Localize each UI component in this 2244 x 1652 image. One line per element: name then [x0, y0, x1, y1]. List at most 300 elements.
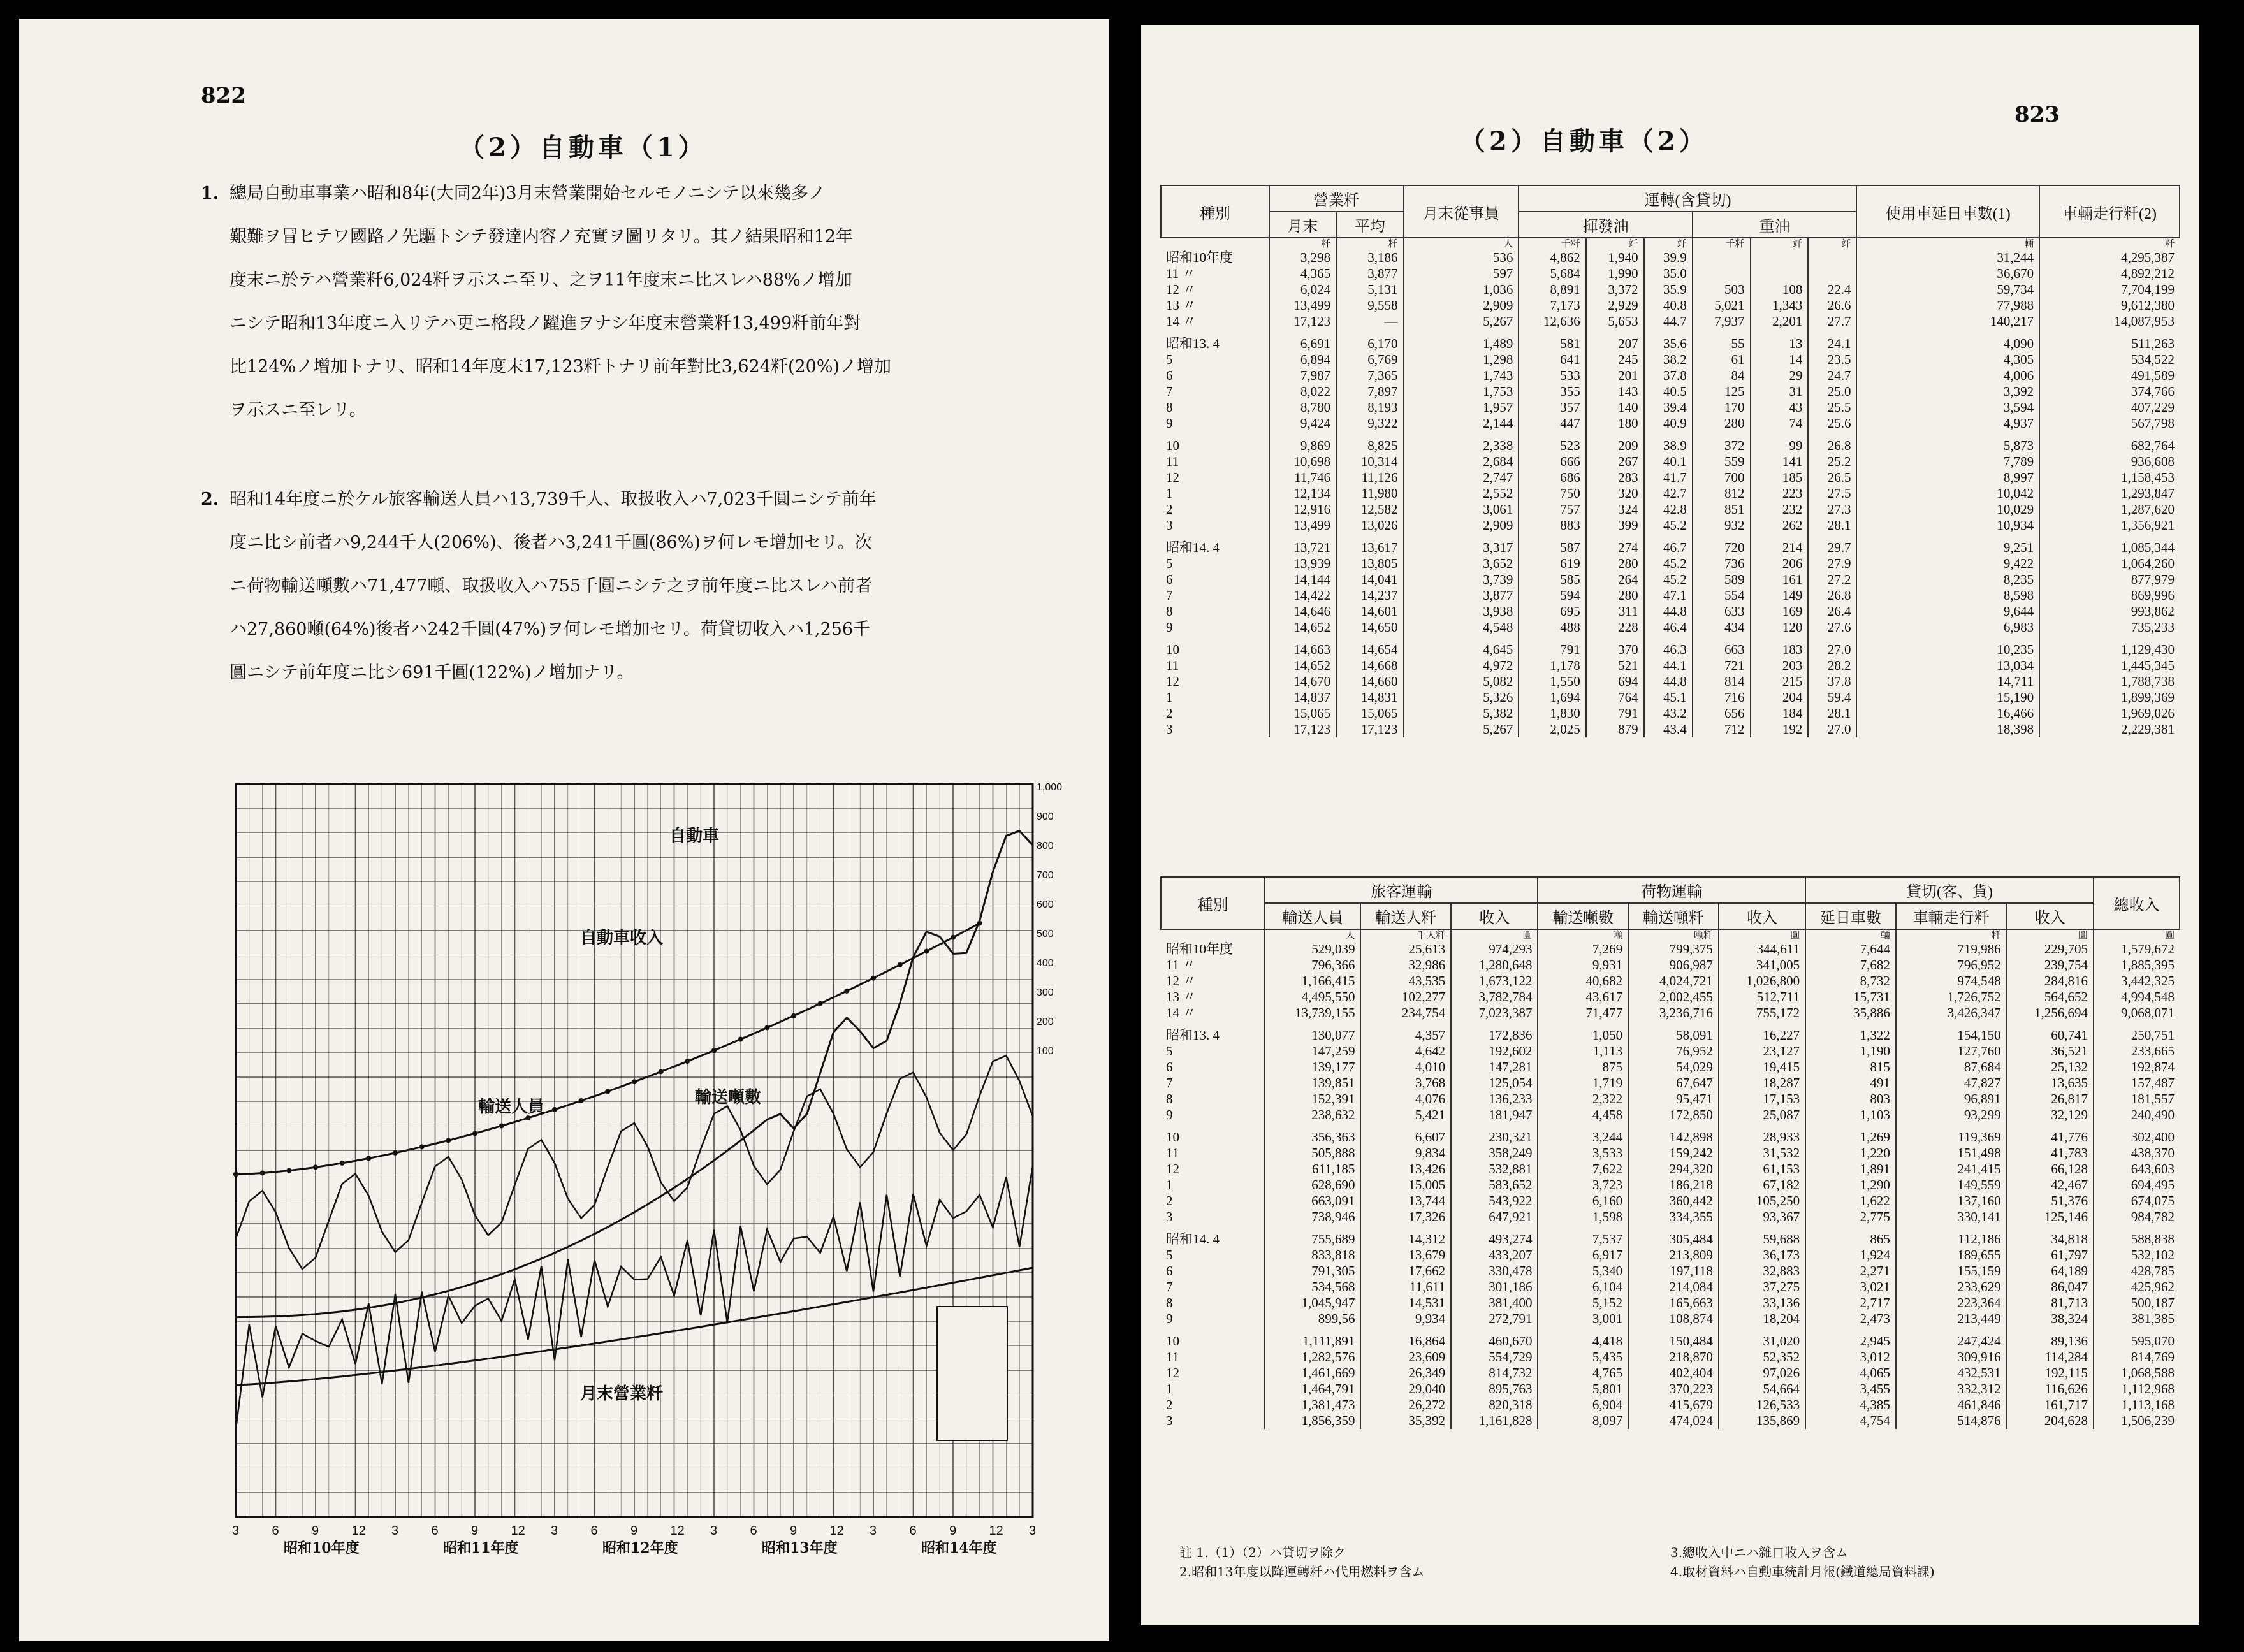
- spacer-cell: [1896, 1327, 2007, 1333]
- table-cell: 755,172: [1719, 1005, 1805, 1021]
- spacer-cell: [1628, 1123, 1719, 1129]
- table-cell: 32,883: [1719, 1263, 1805, 1279]
- table-cell: 26,272: [1360, 1397, 1451, 1413]
- table-cell: 738,946: [1265, 1209, 1360, 1225]
- table-cell: 55: [1693, 336, 1751, 352]
- table-cell: 4,548: [1404, 620, 1519, 635]
- row-label: 11 〃: [1166, 266, 1196, 281]
- table-cell: 142,898: [1628, 1129, 1719, 1145]
- table-cell: 25.5: [1808, 400, 1856, 416]
- table-cell: 29.7: [1808, 540, 1856, 556]
- table-cell: 581: [1519, 336, 1585, 352]
- table-cell: 301,186: [1451, 1279, 1538, 1295]
- table-row: [1161, 620, 2180, 635]
- table-cell: 25.6: [1808, 416, 1856, 431]
- table-cell: 40.5: [1644, 384, 1693, 400]
- table-cell: 1,036: [1404, 282, 1519, 298]
- table-cell: 116,626: [2007, 1381, 2094, 1397]
- table-row: [1161, 266, 2180, 282]
- x-tick-label: 12: [670, 1524, 685, 1538]
- spacer-cell: [1751, 533, 1809, 540]
- table-cell: 45.1: [1644, 690, 1693, 706]
- table-cell: 1,969,026: [2039, 706, 2180, 721]
- table-cell: 233,629: [1896, 1279, 2007, 1295]
- series-label: 輸送人員: [478, 1098, 545, 1117]
- table-cell: 523: [1519, 438, 1585, 454]
- table-cell: 4,385: [1805, 1397, 1896, 1413]
- table-cell: 41.7: [1644, 470, 1693, 486]
- text-line: ニ荷物輸送噸數ハ71,477噸、取扱收入ハ755千圓ニシテ之ヲ前年度ニ比スレハ前者: [229, 576, 873, 596]
- spacer-cell: [1628, 1225, 1719, 1231]
- table-row: [1161, 1231, 2180, 1247]
- table-cell: 474,024: [1628, 1413, 1719, 1429]
- table-cell: 38.9: [1644, 438, 1693, 454]
- spacer-cell: [1644, 635, 1693, 642]
- table-cell: 8,997: [1856, 470, 2039, 486]
- spacer-cell: [2094, 1021, 2180, 1027]
- table-cell: 1,113: [1538, 1043, 1628, 1059]
- table-cell: 381,400: [1451, 1295, 1538, 1311]
- table-row: [1161, 1279, 2180, 1295]
- income-marker: [446, 1138, 451, 1143]
- table-cell: 974,293: [1451, 941, 1538, 957]
- table-cell: 619: [1519, 556, 1585, 572]
- table-cell: 262: [1751, 518, 1809, 533]
- table-cell: 10,029: [1856, 502, 2039, 518]
- unit-cell: [1161, 238, 1269, 250]
- table-cell: 140,217: [1856, 314, 2039, 330]
- spacer-cell: [1586, 533, 1644, 540]
- table-cell: 812: [1693, 486, 1751, 502]
- unit-cell: 竏: [1586, 238, 1644, 250]
- table-cell: 3,236,716: [1628, 1005, 1719, 1021]
- row-label: 8: [1166, 400, 1173, 415]
- table-cell: 16,227: [1719, 1027, 1805, 1043]
- x-tick-label: 6: [431, 1524, 439, 1538]
- table-cell: 15,731: [1805, 989, 1896, 1005]
- table-cell: 11,746: [1269, 470, 1336, 486]
- spacer-cell: [1628, 1021, 1719, 1027]
- text-line: 圓ニシテ前年度ニ比シ691千圓(122%)ノ增加ナリ。: [229, 663, 634, 683]
- table-cell: 936,608: [2039, 454, 2180, 470]
- col-avg: 平均: [1336, 212, 1403, 238]
- row-label: 6: [1166, 1059, 1173, 1075]
- axis-tick-label: 100: [1037, 1046, 1054, 1057]
- spacer-cell: [2039, 431, 2180, 438]
- row-label: 1: [1166, 1177, 1173, 1192]
- table-cell: 8,732: [1805, 973, 1896, 989]
- table-cell: 1,924: [1805, 1247, 1896, 1263]
- col-month-end: 月末: [1269, 212, 1336, 238]
- table-cell: 36,173: [1719, 1247, 1805, 1263]
- table-cell: 3,001: [1538, 1311, 1628, 1327]
- table-row: [1161, 438, 2180, 454]
- table-cell: 311: [1586, 604, 1644, 620]
- table-cell: 10,235: [1856, 642, 2039, 658]
- table-cell: 36,670: [1856, 266, 2039, 282]
- table-cell: 23.5: [1808, 352, 1856, 368]
- spacer-cell: [1161, 1021, 1265, 1027]
- table-cell: 4,937: [1856, 416, 2039, 431]
- table-row: [1161, 572, 2180, 588]
- spacer-cell: [1808, 533, 1856, 540]
- table-cell: 149: [1751, 588, 1809, 604]
- table-cell: 3,012: [1805, 1349, 1896, 1365]
- table-cell: 214,084: [1628, 1279, 1719, 1295]
- row-label: 8: [1166, 1091, 1173, 1106]
- table-cell: 35.6: [1644, 336, 1693, 352]
- row-label: 9: [1166, 416, 1173, 431]
- table-cell: 29,040: [1360, 1381, 1451, 1397]
- table-cell: 647,921: [1451, 1209, 1538, 1225]
- spacer-cell: [1404, 635, 1519, 642]
- spacer-cell: [2039, 635, 2180, 642]
- unit-cell: 千人粁: [1360, 929, 1451, 941]
- table-cell: 674,075: [2094, 1193, 2180, 1209]
- spacer-cell: [1805, 1225, 1896, 1231]
- table-cell: 341,005: [1719, 957, 1805, 973]
- spacer-row: [1161, 1225, 2180, 1231]
- table-cell: 180: [1586, 416, 1644, 431]
- spacer-cell: [1628, 1327, 1719, 1333]
- table-cell: 44.8: [1644, 604, 1693, 620]
- spacer-cell: [1808, 330, 1856, 336]
- income-marker: [579, 1098, 584, 1103]
- table-cell: 13,426: [1360, 1161, 1451, 1177]
- table-cell: 716: [1693, 690, 1751, 706]
- table-cell: 720: [1693, 540, 1751, 556]
- col-eigyo: 營業粁: [1269, 185, 1404, 212]
- axis-tick-label: 700: [1037, 870, 1054, 881]
- table-cell: 4,076: [1360, 1091, 1451, 1107]
- row-label: 10: [1166, 438, 1179, 453]
- x-tick-label: 9: [471, 1524, 479, 1538]
- row-label: 11: [1166, 454, 1179, 469]
- table-cell: 31,244: [1856, 250, 2039, 266]
- table-cell: 1,356,921: [2039, 518, 2180, 533]
- table-cell: 1,856,359: [1265, 1413, 1360, 1429]
- table-cell: 1,343: [1751, 298, 1809, 314]
- table-cell: 230,321: [1451, 1129, 1538, 1145]
- table-cell: 25,087: [1719, 1107, 1805, 1123]
- table-cell: 302,400: [2094, 1129, 2180, 1145]
- table-cell: 554: [1693, 588, 1751, 604]
- table-cell: 1,068,588: [2094, 1365, 2180, 1381]
- table-cell: 8,598: [1856, 588, 2039, 604]
- table-cell: 407,229: [2039, 400, 2180, 416]
- table-cell: 31,532: [1719, 1145, 1805, 1161]
- unit-cell: 圓: [1451, 929, 1538, 941]
- table-cell: 46.4: [1644, 620, 1693, 635]
- spacer-cell: [1644, 533, 1693, 540]
- spacer-cell: [1805, 1123, 1896, 1129]
- table-cell: 8,235: [1856, 572, 2039, 588]
- table-cell: 491: [1805, 1075, 1896, 1091]
- table-cell: 428,785: [2094, 1263, 2180, 1279]
- table-cell: 52,352: [1719, 1349, 1805, 1365]
- table-cell: 6,904: [1538, 1397, 1628, 1413]
- table-cell: 150,484: [1628, 1333, 1719, 1349]
- table-cell: 120: [1751, 620, 1809, 635]
- spacer-cell: [1693, 431, 1751, 438]
- table-cell: 234,754: [1360, 1005, 1451, 1021]
- table-cell: 119,369: [1896, 1129, 2007, 1145]
- table-cell: 17,123: [1269, 314, 1336, 330]
- table-cell: 1,957: [1404, 400, 1519, 416]
- paragraph-2: [201, 478, 1046, 695]
- x-tick-label: 3: [232, 1524, 240, 1538]
- table-cell: 14,041: [1336, 572, 1403, 588]
- table-cell: 12,916: [1269, 502, 1336, 518]
- table-cell: 14,531: [1360, 1295, 1451, 1311]
- table-row: [1161, 642, 2180, 658]
- table-cell: 9,934: [1360, 1311, 1451, 1327]
- table-cell: 11,980: [1336, 486, 1403, 502]
- row-label: 1: [1166, 486, 1173, 501]
- table-cell: 149,559: [1896, 1177, 2007, 1193]
- unit-cell: 輛: [1805, 929, 1896, 941]
- table-cell: 169: [1751, 604, 1809, 620]
- table-cell: 2,144: [1404, 416, 1519, 431]
- line-chart: [210, 771, 1063, 1556]
- table-cell: 125,146: [2007, 1209, 2094, 1225]
- table-cell: 61,153: [1719, 1161, 1805, 1177]
- row-label: 12: [1166, 1161, 1179, 1177]
- table-cell: 7,897: [1336, 384, 1403, 400]
- table-cell: 54,664: [1719, 1381, 1805, 1397]
- table-row: [1161, 1193, 2180, 1209]
- text-line: 艱難ヲ冒ヒテワ國路ノ先驅トシテ發達内容ノ充實ヲ圖リタリ。其ノ結果昭和12年: [229, 227, 854, 247]
- row-label: 2: [1166, 502, 1173, 517]
- table-cell: 433,207: [1451, 1247, 1538, 1263]
- table-cell: 666: [1519, 454, 1585, 470]
- table-cell: 93,367: [1719, 1209, 1805, 1225]
- table-cell: —: [1336, 314, 1403, 330]
- table-cell: 7,987: [1269, 368, 1336, 384]
- col-persons: 輸送人員: [1265, 903, 1360, 929]
- row-label: 6: [1166, 572, 1173, 587]
- table-cell: 247,424: [1896, 1333, 2007, 1349]
- row-label: 7: [1166, 384, 1173, 399]
- table-cell: 6,607: [1360, 1129, 1451, 1145]
- table-cell: 204,628: [2007, 1413, 2094, 1429]
- table-cell: 41,783: [2007, 1145, 2094, 1161]
- table-cell: 3,455: [1805, 1381, 1896, 1397]
- spacer-cell: [1719, 1327, 1805, 1333]
- row-label: 9: [1166, 1107, 1173, 1122]
- table-cell: 2,322: [1538, 1091, 1628, 1107]
- table-cell: 370,223: [1628, 1381, 1719, 1397]
- table-cell: 12,134: [1269, 486, 1336, 502]
- income-marker: [844, 989, 849, 994]
- col-income: 收入: [2007, 903, 2094, 929]
- table-cell: 46.7: [1644, 540, 1693, 556]
- table-cell: 223,364: [1896, 1295, 2007, 1311]
- table-cell: 533: [1519, 368, 1585, 384]
- table-cell: 32,129: [2007, 1107, 2094, 1123]
- table-cell: 415,679: [1628, 1397, 1719, 1413]
- income-marker: [924, 949, 929, 954]
- table-cell: 97,026: [1719, 1365, 1805, 1381]
- table-cell: 14,670: [1269, 674, 1336, 690]
- table-cell: 207: [1586, 336, 1644, 352]
- table-cell: 35.0: [1644, 266, 1693, 282]
- table-cell: [1693, 266, 1751, 282]
- table-cell: 38,324: [2007, 1311, 2094, 1327]
- table-cell: 3,426,347: [1896, 1005, 2007, 1021]
- table-cell: 2,747: [1404, 470, 1519, 486]
- table-cell: 125,054: [1451, 1075, 1538, 1091]
- table-cell: 76,952: [1628, 1043, 1719, 1059]
- table-row: [1161, 1107, 2180, 1123]
- unit-cell: [1161, 929, 1265, 941]
- spacer-cell: [1519, 533, 1585, 540]
- chart-svg: [210, 771, 1063, 1556]
- table-cell: 14: [1751, 352, 1809, 368]
- table-cell: 25.2: [1808, 454, 1856, 470]
- row-label: 3: [1166, 518, 1173, 533]
- note-4: 4.取材資料ハ自動車統計月報(鐵道總局資料課): [1670, 1564, 1935, 1579]
- table-cell: 43,617: [1538, 989, 1628, 1005]
- table-row: [1161, 604, 2180, 620]
- table-row: [1161, 1043, 2180, 1059]
- table-cell: 9,612,380: [2039, 298, 2180, 314]
- table-cell: 434: [1693, 620, 1751, 635]
- table-cell: 1,220: [1805, 1145, 1896, 1161]
- table-cell: 3,877: [1336, 266, 1403, 282]
- table-cell: 39.9: [1644, 250, 1693, 266]
- row-label: 2: [1166, 706, 1173, 721]
- table-cell: 461,846: [1896, 1397, 2007, 1413]
- table-row: [1161, 416, 2180, 431]
- table-cell: 10,934: [1856, 518, 2039, 533]
- table-cell: 7,537: [1538, 1231, 1628, 1247]
- row-label: 5: [1166, 556, 1173, 571]
- table-cell: 43.2: [1644, 706, 1693, 721]
- spacer-cell: [1336, 533, 1403, 540]
- col-type: 種別: [1161, 877, 1265, 929]
- row-label: 12: [1166, 674, 1179, 689]
- table-row: [1161, 1129, 2180, 1145]
- table-cell: 1,045,947: [1265, 1295, 1360, 1311]
- table-cell: 8,825: [1336, 438, 1403, 454]
- spacer-row: [1161, 1021, 2180, 1027]
- col-passenger: 旅客運輸: [1265, 877, 1538, 903]
- table-cell: 35,392: [1360, 1413, 1451, 1429]
- col-pkm: 輸送人粁: [1360, 903, 1451, 929]
- table-cell: 1,719: [1538, 1075, 1628, 1091]
- table-row: [1161, 314, 2180, 330]
- col-income: 收入: [1719, 903, 1805, 929]
- spacer-cell: [1161, 1225, 1265, 1231]
- income-marker: [393, 1150, 398, 1156]
- table-cell: 1,322: [1805, 1027, 1896, 1043]
- table-cell: 4,862: [1519, 250, 1585, 266]
- table-cell: 4,458: [1538, 1107, 1628, 1123]
- table-cell: 189,655: [1896, 1247, 2007, 1263]
- table-cell: 25.0: [1808, 384, 1856, 400]
- table-cell: 141: [1751, 454, 1809, 470]
- table-cell: [1693, 250, 1751, 266]
- row-label: 11 〃: [1166, 957, 1196, 973]
- table-cell: 54,029: [1628, 1059, 1719, 1075]
- table-cell: 32,986: [1360, 957, 1451, 973]
- x-year-label: 昭和13年度: [762, 1540, 838, 1556]
- table-cell: 1,026,800: [1719, 973, 1805, 989]
- table-cell: 3,244: [1538, 1129, 1628, 1145]
- table-cell: 15,190: [1856, 690, 2039, 706]
- table-cell: 877,979: [2039, 572, 2180, 588]
- table-cell: 1,293,847: [2039, 486, 2180, 502]
- table-row: [1161, 1311, 2180, 1327]
- table-cell: 14,646: [1269, 604, 1336, 620]
- table-cell: 721: [1693, 658, 1751, 674]
- table-cell: 232: [1751, 502, 1809, 518]
- table-cell: 4,972: [1404, 658, 1519, 674]
- row-label: 8: [1166, 1295, 1173, 1310]
- spacer-cell: [1161, 1123, 1265, 1129]
- table-row: [1161, 282, 2180, 298]
- table-cell: 192,874: [2094, 1059, 2180, 1075]
- table-cell: 39.4: [1644, 400, 1693, 416]
- x-tick-label: 9: [630, 1524, 638, 1538]
- table-cell: 86,047: [2007, 1279, 2094, 1295]
- table-cell: 694: [1586, 674, 1644, 690]
- table-cell: 59,734: [1856, 282, 2039, 298]
- table-cell: [1751, 266, 1809, 282]
- table-cell: 204: [1751, 690, 1809, 706]
- table-cell: 356,363: [1265, 1129, 1360, 1145]
- unit-cell: 粁: [1336, 238, 1403, 250]
- table-row: [1161, 674, 2180, 690]
- table-cell: 5,082: [1404, 674, 1519, 690]
- row-label: 13 〃: [1166, 989, 1197, 1004]
- table-cell: 137,160: [1896, 1193, 2007, 1209]
- table-cell: 500,187: [2094, 1295, 2180, 1311]
- spacer-cell: [1808, 635, 1856, 642]
- spacer-cell: [1360, 1021, 1451, 1027]
- row-label: 3: [1166, 1209, 1173, 1224]
- table-row: [1161, 368, 2180, 384]
- table-cell: 2,473: [1805, 1311, 1896, 1327]
- income-marker: [711, 1048, 717, 1053]
- table-cell: 125: [1693, 384, 1751, 400]
- table-cell: 764: [1586, 690, 1644, 706]
- table-cell: 11,126: [1336, 470, 1403, 486]
- table-cell: 6,024: [1269, 282, 1336, 298]
- table-cell: 27.3: [1808, 502, 1856, 518]
- table-row: [1161, 384, 2180, 400]
- spacer-row: [1161, 431, 2180, 438]
- table-row: [1161, 470, 2180, 486]
- table-cell: 2,338: [1404, 438, 1519, 454]
- table-cell: 1,256,694: [2007, 1005, 2094, 1021]
- row-label: 昭和10年度: [1166, 250, 1233, 265]
- paragraph-number: 2.: [201, 489, 219, 509]
- spacer-cell: [1519, 431, 1585, 438]
- table-cell: 374,766: [2039, 384, 2180, 400]
- col-charter: 貸切(客、貨): [1805, 877, 2094, 903]
- table-cell: 181,557: [2094, 1091, 2180, 1107]
- table-cell: 15,065: [1269, 706, 1336, 721]
- table-cell: 875: [1538, 1059, 1628, 1075]
- table-cell: 24.1: [1808, 336, 1856, 352]
- table-cell: 23,609: [1360, 1349, 1451, 1365]
- table-cell: 14,668: [1336, 658, 1403, 674]
- table-cell: 11,611: [1360, 1279, 1451, 1295]
- col-tkm: 輸送噸粁: [1628, 903, 1719, 929]
- axis-tick-label: 800: [1037, 841, 1054, 851]
